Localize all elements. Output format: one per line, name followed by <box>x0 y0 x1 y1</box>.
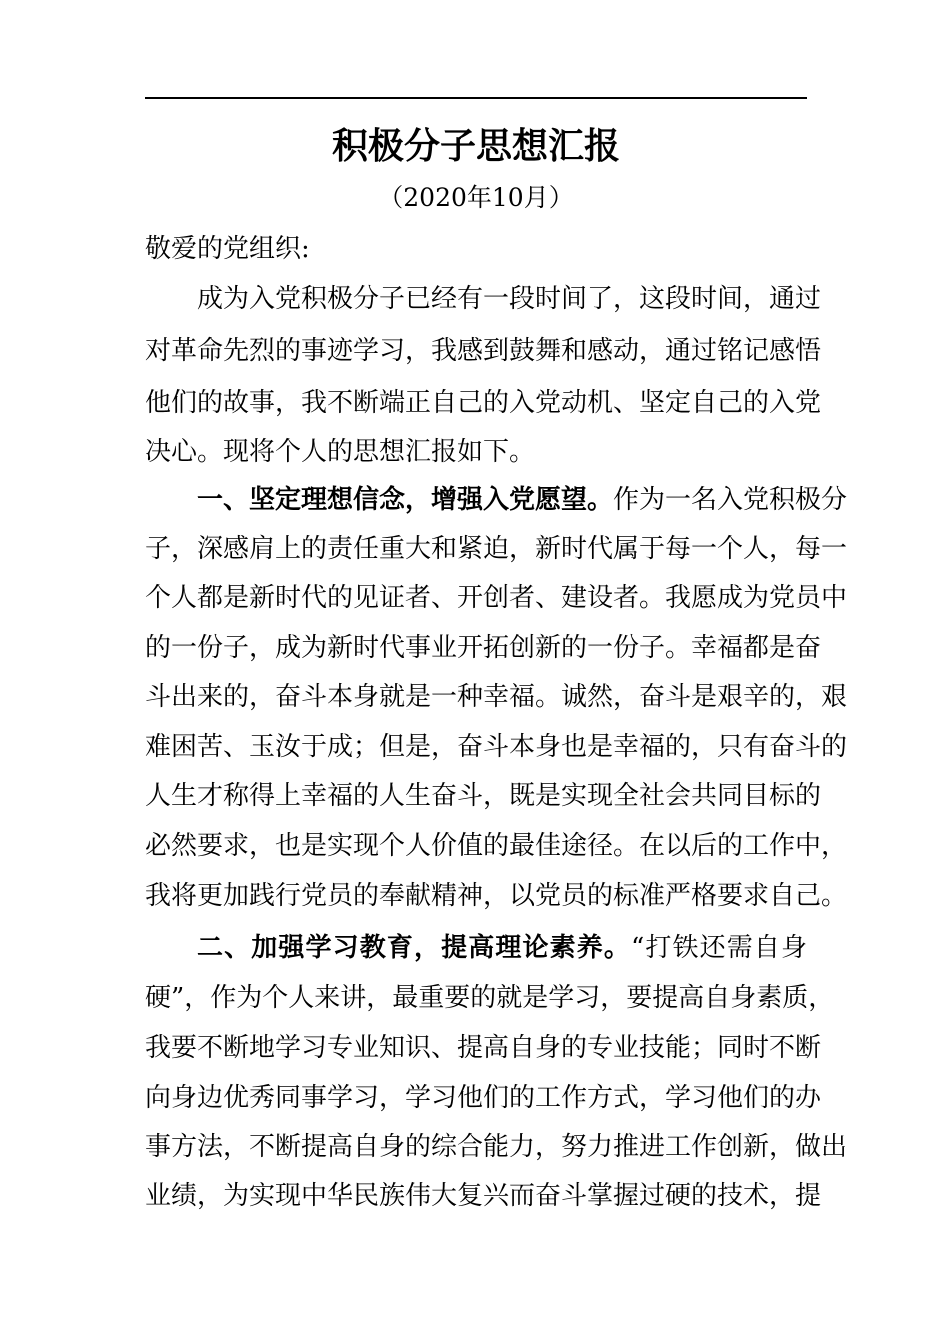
paragraph-line: 成为入党积极分子已经有一段时间了，这段时间，通过 <box>197 284 822 314</box>
paragraph-line: 必然要求，也是实现个人价值的最佳途径。在以后的工作中， <box>145 831 848 861</box>
paragraph-line: 个人都是新时代的见证者、开创者、建设者。我愿成为党员中 <box>145 583 848 613</box>
paragraph-line: 斗出来的，奋斗本身就是一种幸福。诚然，奋斗是艰辛的，艰 <box>145 682 848 712</box>
paragraph-line: 业绩，为实现中华民族伟大复兴而奋斗掌握过硬的技术，提 <box>145 1181 822 1211</box>
header-rule <box>145 97 807 99</box>
section-one-heading: 一、坚定理想信念，增强入党愿望。 <box>197 485 614 515</box>
document-date: （2020年10月） <box>378 183 574 212</box>
section-two-first-line-text: “打铁还需自身 <box>630 933 807 963</box>
paragraph-line: 硬”，作为个人来讲，最重要的就是学习，要提高自身素质， <box>145 983 835 1013</box>
document-title: 积极分子思想汇报 <box>331 125 620 167</box>
section-one-first-line-text: 作为一名入党积极分 <box>613 485 848 515</box>
paragraph-line: 人生才称得上幸福的人生奋斗，既是实现全社会共同目标的 <box>145 781 822 811</box>
section-two-heading: 二、加强学习教育，提高理论素养。 <box>197 933 631 963</box>
paragraph-line: 的一份子，成为新时代事业开拓创新的一份子。幸福都是奋 <box>145 633 822 663</box>
paragraph-line: 向身边优秀同事学习，学习他们的工作方式，学习他们的办 <box>145 1083 822 1113</box>
paragraph-line: 决心。现将个人的思想汇报如下。 <box>145 437 536 467</box>
paragraph-line: 我要不断地学习专业知识、提高自身的专业技能；同时不断 <box>145 1033 822 1063</box>
paragraph-line: 子，深感肩上的责任重大和紧迫，新时代属于每一个人，每一 <box>145 534 848 564</box>
paragraph-line: 难困苦、玉汝于成；但是，奋斗本身也是幸福的，只有奋斗的 <box>145 732 848 762</box>
paragraph-line: 事方法，不断提高自身的综合能力，努力推进工作创新，做出 <box>145 1132 848 1162</box>
section-two-first-line <box>197 922 807 974</box>
section-one-first-line <box>197 474 848 526</box>
paragraph-line: 对革命先烈的事迹学习，我感到鼓舞和感动，通过铭记感悟 <box>145 336 822 366</box>
salutation: 敬爱的党组织: <box>145 234 310 264</box>
paragraph-line: 我将更加践行党员的奉献精神，以党员的标准严格要求自己。 <box>145 881 848 911</box>
paragraph-line: 他们的故事，我不断端正自己的入党动机、坚定自己的入党 <box>145 388 822 418</box>
